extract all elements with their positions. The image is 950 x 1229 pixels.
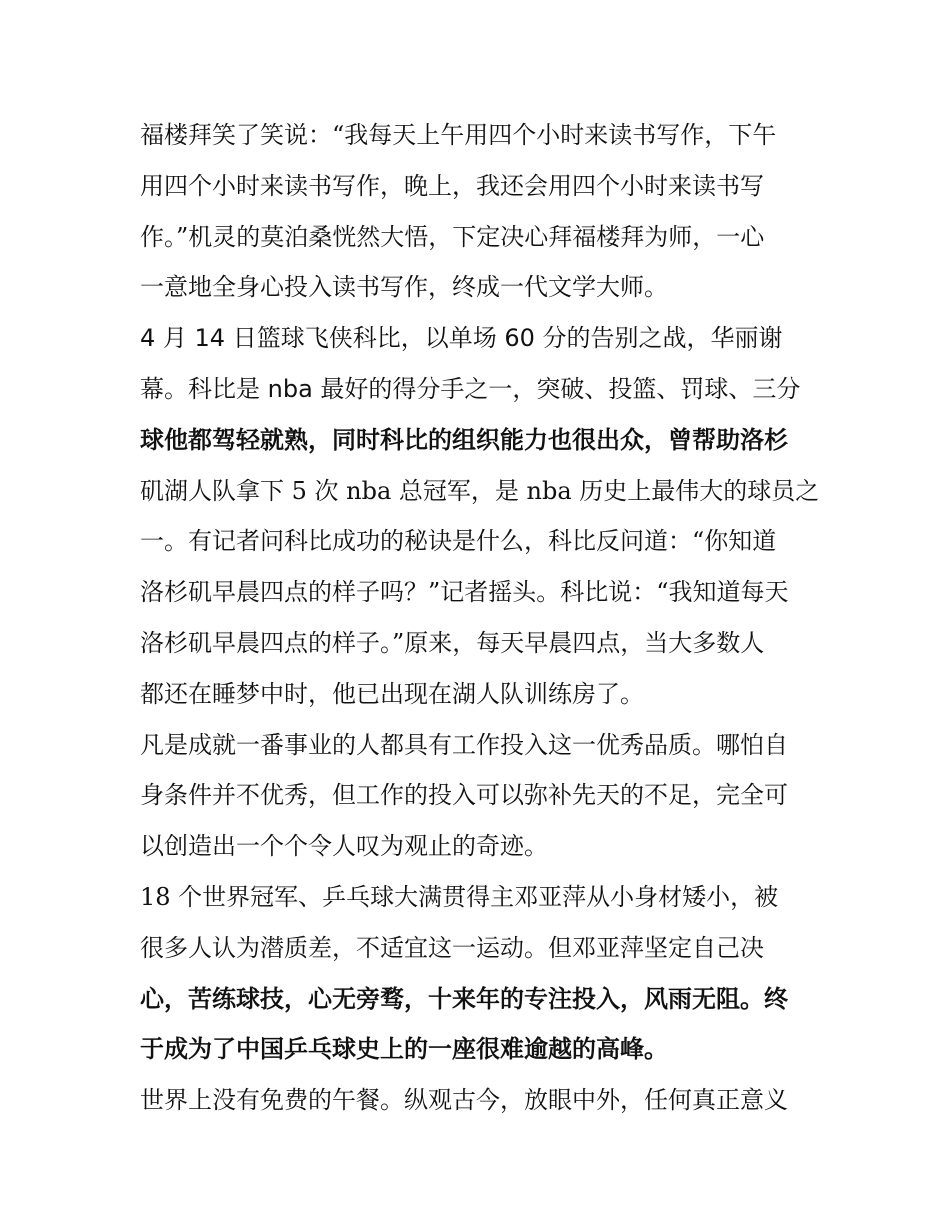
article-body bbox=[140, 110, 820, 1126]
text-line: 18 个世界冠军、乒乓球大满贯得主邓亚萍从小身材矮小，被 bbox=[140, 882, 779, 911]
text-line: 作。”机灵的莫泊桑恍然大悟，下定决心拜福楼拜为师，一心 bbox=[140, 222, 765, 251]
paragraph-deng-yaping bbox=[140, 872, 820, 1075]
text-line: 身条件并不优秀，但工作的投入可以弥补先天的不足，完全可 bbox=[140, 781, 788, 810]
text-line: 矶湖人队拿下 5 次 nba 总冠军，是 nba 历史上最伟大的球员之 bbox=[140, 476, 820, 505]
paragraph-kobe bbox=[140, 313, 820, 719]
text-line: 心，苦练球技，心无旁骛，十来年的专注投入，风雨无阻。终 bbox=[140, 984, 788, 1013]
text-line: 一。有记者问科比成功的秘诀是什么，科比反问道：“你知道 bbox=[140, 527, 777, 556]
text-line: 福楼拜笑了笑说：“我每天上午用四个小时来读书写作，下午 bbox=[140, 121, 777, 149]
text-line: 凡是成就一番事业的人都具有工作投入这一优秀品质。哪怕自 bbox=[140, 730, 788, 759]
text-line: 球他都驾轻就熟，同时科比的组织能力也很出众，曾帮助洛杉 bbox=[140, 425, 788, 454]
text-line: 以创造出一个个令人叹为观止的奇迹。 bbox=[140, 832, 548, 861]
paragraph-free-lunch bbox=[140, 1075, 820, 1126]
text-line: 用四个小时来读书写作，晚上，我还会用四个小时来读书写 bbox=[140, 171, 764, 200]
text-line: 洛杉矶早晨四点的样子。”原来，每天早晨四点，当大多数人 bbox=[140, 628, 765, 657]
text-line: 世界上没有免费的午餐。纵观古今，放眼中外，任何真正意义 bbox=[140, 1086, 788, 1115]
text-line: 一意地全身心投入读书写作，终成一代文学大师。 bbox=[140, 273, 668, 302]
text-line: 幕。科比是 nba 最好的得分手之一，突破、投篮、罚球、三分 bbox=[140, 374, 801, 403]
text-line: 洛杉矶早晨四点的样子吗？”记者摇头。科比说：“我知道每天 bbox=[140, 578, 789, 607]
text-line: 很多人认为潜质差，不适宜这一运动。但邓亚萍坚定自己决 bbox=[140, 933, 764, 962]
text-line: 于成为了中国乒乓球史上的一座很难逾越的高峰。 bbox=[140, 1035, 668, 1064]
text-line: 4 月 14 日篮球飞侠科比，以单场 60 分的告别之战，华丽谢 bbox=[140, 324, 783, 353]
text-line: 都还在睡梦中时，他已出现在湖人队训练房了。 bbox=[140, 679, 644, 708]
paragraph-flaubert bbox=[140, 110, 820, 313]
paragraph-dedication bbox=[140, 720, 820, 872]
